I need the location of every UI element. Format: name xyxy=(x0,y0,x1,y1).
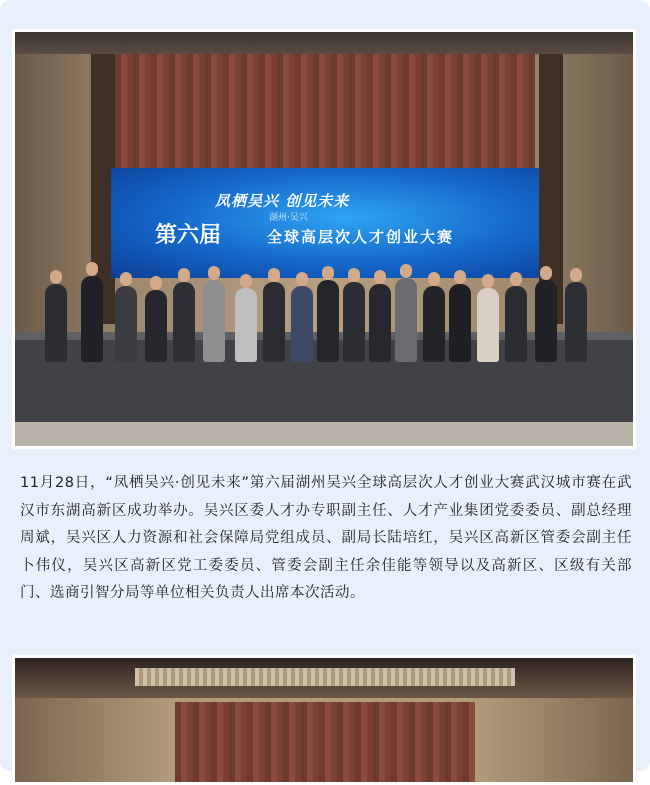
floor xyxy=(15,422,633,446)
article-paragraph: 11月28日，“凤栖吴兴·创见未来”第六届湖州吴兴全球高层次人才创业大赛武汉城市赛在武汉市东湖高新区成功举办。吴兴区委人才办专职副主任、人才产业集团党委委员、副总经理周斌，吴兴区人力资源和社会保障局党组成员、副局长陆培红，吴兴区高新区管委会副主任卜伟仪，吴兴区高新区党工委委员、管委会副主任余佳能等领导以及高新区、区级有关部门、选商引智分局等单位相关负责人出席本次活动。 xyxy=(20,475,632,602)
curtain xyxy=(175,702,475,782)
person xyxy=(423,286,445,362)
screen-contest-name: 全球高层次人才创业大赛 xyxy=(267,228,455,246)
chandelier xyxy=(135,668,515,686)
person xyxy=(145,290,167,362)
person xyxy=(449,284,471,362)
person xyxy=(343,282,365,362)
person xyxy=(505,286,527,362)
person xyxy=(369,284,391,362)
person xyxy=(317,280,339,362)
ceiling xyxy=(15,32,633,54)
screen-slogan: 凤栖吴兴 创见未来 xyxy=(215,192,350,210)
group-of-people xyxy=(45,242,605,362)
event-photo-second xyxy=(12,655,636,785)
person xyxy=(173,282,195,362)
event-photo xyxy=(12,29,636,449)
person xyxy=(565,282,587,362)
event-photo-image xyxy=(15,32,633,446)
event-photo-second-image xyxy=(15,658,633,782)
screen-edition: 第六届 xyxy=(155,223,222,248)
person xyxy=(203,280,225,362)
person xyxy=(291,286,313,362)
person xyxy=(81,276,103,362)
person xyxy=(263,282,285,362)
person xyxy=(395,278,417,362)
person xyxy=(115,286,137,362)
screen-location: 湖州·吴兴 xyxy=(269,213,308,223)
person xyxy=(235,288,257,362)
person xyxy=(45,284,67,362)
person xyxy=(535,280,557,362)
person xyxy=(477,288,499,362)
